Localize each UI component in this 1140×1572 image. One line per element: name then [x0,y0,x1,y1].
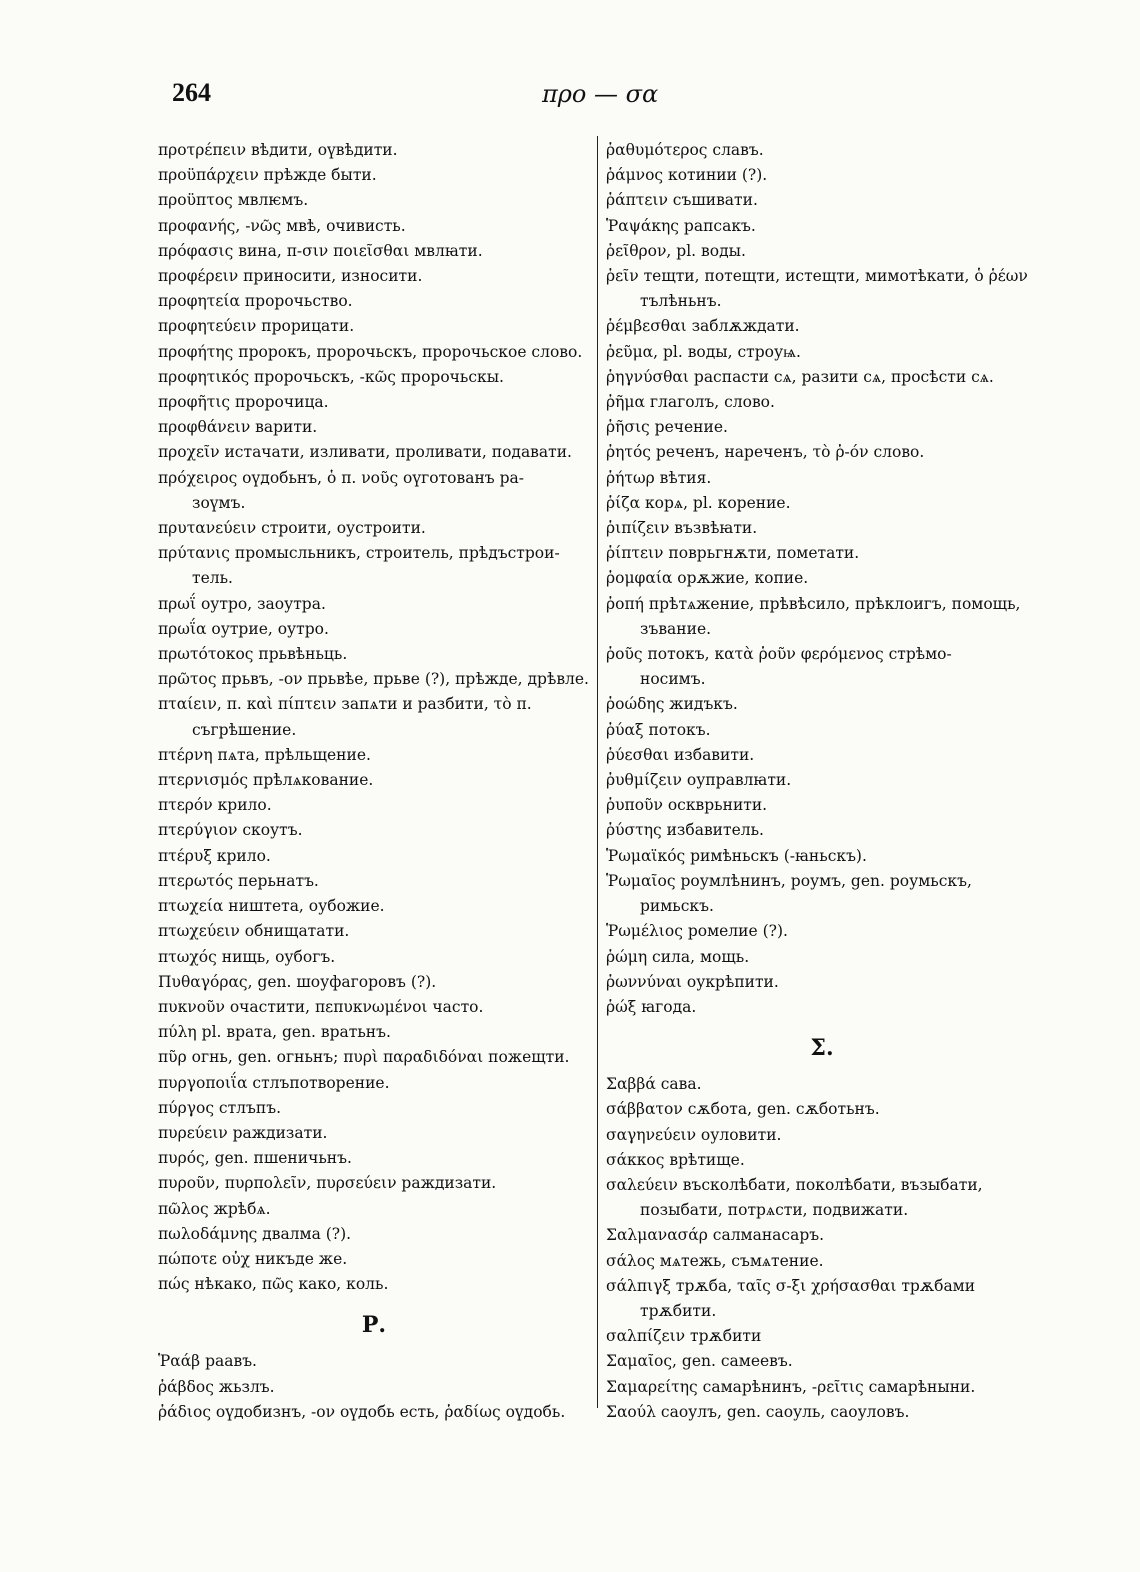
dictionary-entry: πώποτε οὐχ никъде же. [158,1249,348,1268]
dictionary-entry: πυργοποιΐα стлъпотворение. [158,1073,390,1092]
dictionary-entry: ῥεῖθρον, pl. воды. [606,241,746,260]
dictionary-entry: πτερωτός перьнатъ. [158,871,319,890]
dictionary-entry: πύλη pl. врата, gen. вратьнъ. [158,1023,391,1042]
dictionary-entry: ῥῆσις речение. [606,418,728,437]
dictionary-entry: ῥίπτειν поврьгнѫти, пометати. [606,544,860,563]
dictionary-entry: ῥοπή прѣтѧжение, прѣвѣсило, прѣклоигъ, помощь, [606,594,1021,613]
right-entries-a [606,138,1038,1020]
dictionary-entry: πτερύγιον скоутъ. [158,821,303,840]
left-entries-a [158,138,590,466]
page-number: 264 [172,78,211,107]
dictionary-entry: πρωΐα оутрие, оутро. [158,619,329,638]
dictionary-entry: προφητεία пророчьство. [158,292,353,311]
dictionary-entry: ῥάδιος оүдобизнъ, -ον оүдобь есть, ῥαδίως оүдобь. [158,1402,566,1421]
dictionary-entry: ῥομφαία орѫжие, копие. [606,569,809,588]
dictionary-entry: σαλεύειν въсколѣбати, поколѣбати, възыбати, [606,1175,983,1194]
dictionary-entry: πτωχεία ништета, оубожие. [158,897,385,916]
dictionary-entry: πτωχός нищь, оубогъ. [158,947,336,966]
dictionary-entry: πώς нѣкако, πῶς како, коль. [158,1275,389,1294]
left-column [158,138,590,1425]
dictionary-entry: σάλπιγξ трѫба, ταῖς σ-ξι χρήσασθαι трѫбами [606,1276,976,1295]
dictionary-entry: ῥῆμα глаголъ, слово. [606,393,775,412]
left-entries-c [158,1349,590,1425]
dictionary-entry: ῥωννύναι оукрѣпити. [606,972,779,991]
dictionary-entry: πυρεύειν раждизати. [158,1123,328,1142]
dictionary-entry: πρωτότοκος прьвѣньць. [158,645,348,664]
dictionary-entry: ῥοῦς потокъ, κατὰ ῥοῦν φερόμενος стрѣмо- [606,645,952,664]
dictionary-entry: προχεῖν истачати, изливати, проливати, подавати. [158,443,572,462]
entry-continuation: позыбати, потрѧсти, подвижати. [640,1201,909,1220]
dictionary-entry: πυκνοῦν очастити, πεπυκνωμένοι часто. [158,997,484,1016]
dictionary-entry: προφανής, -νῶς мвѣ, очивисть. [158,216,406,235]
right-entries-b [606,1072,1038,1425]
dictionary-entry: ῥοώδης жидъкъ. [606,695,738,714]
dictionary-entry: σαγηνεύειν оуловити. [606,1125,782,1144]
dictionary-entry: πρωΐ оутро, заоутра. [158,594,326,613]
dictionary-entry: Ῥαάβ раавъ. [158,1352,257,1371]
dictionary-entry: πτερόν крило. [158,796,272,815]
dictionary-entry: ῥήτωρ вѣтия. [606,468,712,487]
entry-continuation: тълѣньнъ. [640,292,722,311]
dictionary-entry: Σαούλ саоулъ, gen. саоуль, саоуловъ. [606,1402,910,1421]
dictionary-entry: Ῥωμέλιος ромелие (?). [606,922,788,941]
dictionary-entry: προφῆτις пророчица. [158,393,329,412]
dictionary-entry: πῶλος жрѣбѧ. [158,1199,271,1218]
dictionary-entry: πωλοδάμνης двалма (?). [158,1224,352,1243]
entry-continuation: съгрѣшение. [192,720,297,739]
entry-continuation: носимъ. [640,670,706,689]
dictionary-entry: πρυτανεύειν строити, оустроити. [158,519,426,538]
running-head: προ — σα [542,80,659,108]
dictionary-entry: προφθάνειν варити. [158,418,318,437]
dictionary-entry: προϋπάρχειν прѣжде быти. [158,166,377,185]
dictionary-entry: Ῥωμαϊκός римѣньскъ (-ꙗньскъ). [606,846,867,865]
dictionary-entry: σαλπίζειν трѫбити [606,1327,762,1346]
dictionary-entry: ῥάμνος котинии (?). [606,166,768,185]
column-divider [597,136,598,1408]
dictionary-entry: ῥεῦμα, pl. воды, строуѩ. [606,342,801,361]
section-letter-rho: Ρ. [361,1312,387,1339]
entry-continuation: римьскъ. [640,897,714,916]
dictionary-entry: πτερνισμός прѣлѧкование. [158,771,374,790]
dictionary-entry: πταίειν, π. καὶ πίπτειν запѧти и разбити, τὸ π. [158,695,532,714]
dictionary-entry: ῥηγνύσθαι распасти сѧ, разити сѧ, просѣсти сѧ. [606,367,994,386]
dictionary-entry: Σαββά сава. [606,1075,702,1094]
dictionary-entry: προτρέπειν вѣдити, оүвѣдити. [158,141,398,159]
dictionary-entry: ῥώμη сила, мощь. [606,947,750,966]
dictionary-entry: ῥίζα корѧ, pl. корение. [606,493,791,512]
dictionary-entry: Πυθαγόρας, gen. шоуфагоровъ (?). [158,972,437,991]
section-letter-sigma: Σ. [810,1035,834,1062]
dictionary-entry: Ῥωμαῖος роумлѣнинъ, роумъ, gen. роумьскъ, [606,871,972,890]
dictionary-entry: ῥαθυμότερος славъ. [606,141,764,159]
dictionary-entry: προϋπτος мвлѥмъ. [158,191,309,210]
dictionary-entry: ῥητός реченъ, нареченъ, τὸ ῥ-όν слово. [606,443,925,462]
entry-continuation: зоүмъ. [192,493,246,512]
dictionary-entry: ῥύστης избавитель. [606,821,764,840]
dictionary-entry: ῥυθμίζειν оуправлꙗти. [606,771,792,790]
right-column [606,138,1038,1425]
dictionary-entry: ῥέμβεσθαι заблѫждати. [606,317,800,336]
dictionary-entry: προφέρειν приносити, износити. [158,267,423,286]
dictionary-entry: Σαμαρείτης самарѣнинъ, -ρεῖτις самарѣныни. [606,1377,976,1396]
page-header [172,78,1032,118]
dictionary-entry: ῥεῖν тещти, потещти, истещти, мимотѣкати, ὁ ῥέων [606,267,1028,286]
dictionary-entry: πρόφασις вина, π-σιν ποιεῖσθαι мвлꙗти. [158,241,483,260]
entry-continuation: тель. [192,569,233,588]
dictionary-entry: πρόχειρος оүдобьнъ, ὁ π. νοῦς оүготованъ ра- [158,468,524,487]
dictionary-entry: Σαλμανασάρ салманасаръ. [606,1226,825,1245]
dictionary-entry: προφητικός пророчьскъ, -κῶς пророчьскы. [158,367,504,386]
dictionary-entry: ῥύαξ потокъ. [606,720,711,739]
dictionary-entry: ῥύεσθαι избавити. [606,745,755,764]
dictionary-entry: ῥιπίζειν възвѣꙗти. [606,519,758,538]
left-entries-b [158,466,590,1298]
dictionary-entry: ῥάβδος жьзлъ. [158,1377,275,1396]
dictionary-entry: προφήτης пророкъ, пророчьскъ, пророчьское слово. [158,342,583,361]
dictionary-entry: ῥυποῦν оскврьнити. [606,796,768,815]
dictionary-entry: πυρός, gen. пшеничьнъ. [158,1149,352,1168]
dictionary-entry: πτέρυξ крило. [158,846,271,865]
entry-continuation: трѫбити. [640,1301,717,1320]
dictionary-entry: πτέρνη пѧта, прѣльщение. [158,745,371,764]
dictionary-entry: πτωχεύειν обнищатати. [158,922,350,941]
dictionary-entry: σάκκος врѣтище. [606,1150,745,1169]
dictionary-entry: σάββατον сѫбота, gen. сѫботьнъ. [606,1100,880,1119]
dictionary-entry: πρῶτος прьвъ, -ον прьвѣе, прьве (?), прѣжде, дрѣвле. [158,670,589,689]
dictionary-entry: πυροῦν, πυρπολεῖν, πυρσεύειν раждизати. [158,1174,497,1193]
dictionary-entry: ῥώξ ꙗгода. [606,997,697,1016]
dictionary-entry: πρύτανις промысльникъ, строитель, прѣдъстрои- [158,544,560,563]
dictionary-entry: πύργος стлъпъ. [158,1098,282,1117]
dictionary-entry: προφητεύειν прорицати. [158,317,355,336]
dictionary-entry: Ῥαψάκης рапсакъ. [606,216,756,235]
dictionary-entry: ῥάπτειν съшивати. [606,191,758,210]
dictionary-entry: πῦρ огнь, gen. огньнъ; πυρὶ παραδιδόναι пожещти. [158,1048,570,1067]
dictionary-entry: Σαμαῖος, gen. самеевъ. [606,1352,793,1371]
entry-continuation: зъвание. [640,619,712,638]
dictionary-entry: σάλος мѧтежь, съмѧтение. [606,1251,824,1270]
